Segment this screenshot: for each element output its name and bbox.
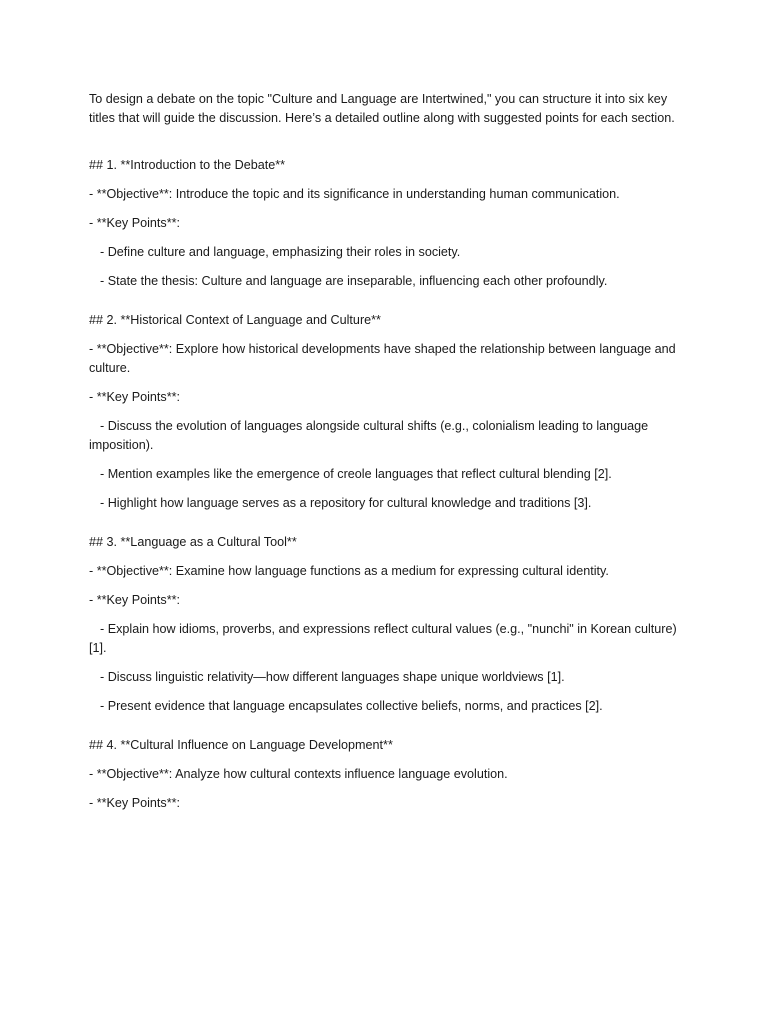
section-4 xyxy=(89,736,685,813)
section-objective: - **Objective**: Analyze how cultural contexts influence language evolution. xyxy=(89,767,508,781)
key-point: - Discuss the evolution of languages alongside cultural shifts (e.g., colonialism leading to language imposition). xyxy=(89,419,649,452)
key-point: - Explain how idioms, proverbs, and expressions reflect cultural values (e.g., "nunchi" in Korean culture) [1]. xyxy=(89,622,677,655)
section-objective: - **Objective**: Examine how language functions as a medium for expressing cultural identity. xyxy=(89,564,609,578)
section-1 xyxy=(89,156,685,291)
key-points-label: - **Key Points**: xyxy=(89,593,180,607)
section-heading: ## 2. **Historical Context of Language and Culture** xyxy=(89,313,381,327)
key-point: - Discuss linguistic relativity—how different languages shape unique worldviews [1]. xyxy=(100,670,565,684)
key-point: - Mention examples like the emergence of creole languages that reflect cultural blending [2]. xyxy=(100,467,612,481)
section-heading: ## 3. **Language as a Cultural Tool** xyxy=(89,535,297,549)
section-2 xyxy=(89,311,685,513)
key-points-label: - **Key Points**: xyxy=(89,216,180,230)
intro-paragraph: To design a debate on the topic "Culture and Language are Intertwined," you can structure it into six key titles that will guide the discussion. Here’s a detailed outline along with suggested points for each section. xyxy=(89,92,675,125)
section-heading: ## 4. **Cultural Influence on Language Development** xyxy=(89,738,393,752)
key-point: - Define culture and language, emphasizing their roles in society. xyxy=(100,245,461,259)
key-point: - Highlight how language serves as a repository for cultural knowledge and traditions [3]. xyxy=(100,496,592,510)
section-heading: ## 1. **Introduction to the Debate** xyxy=(89,158,286,172)
section-3 xyxy=(89,533,685,716)
key-point: - Present evidence that language encapsulates collective beliefs, norms, and practices [2]. xyxy=(100,699,603,713)
section-objective: - **Objective**: Explore how historical developments have shaped the relationship between language and culture. xyxy=(89,342,676,375)
key-point: - State the thesis: Culture and language are inseparable, influencing each other profoundly. xyxy=(100,274,608,288)
document-body xyxy=(89,90,685,833)
key-points-label: - **Key Points**: xyxy=(89,390,180,404)
section-objective: - **Objective**: Introduce the topic and its significance in understanding human communication. xyxy=(89,187,620,201)
key-points-label: - **Key Points**: xyxy=(89,796,180,810)
